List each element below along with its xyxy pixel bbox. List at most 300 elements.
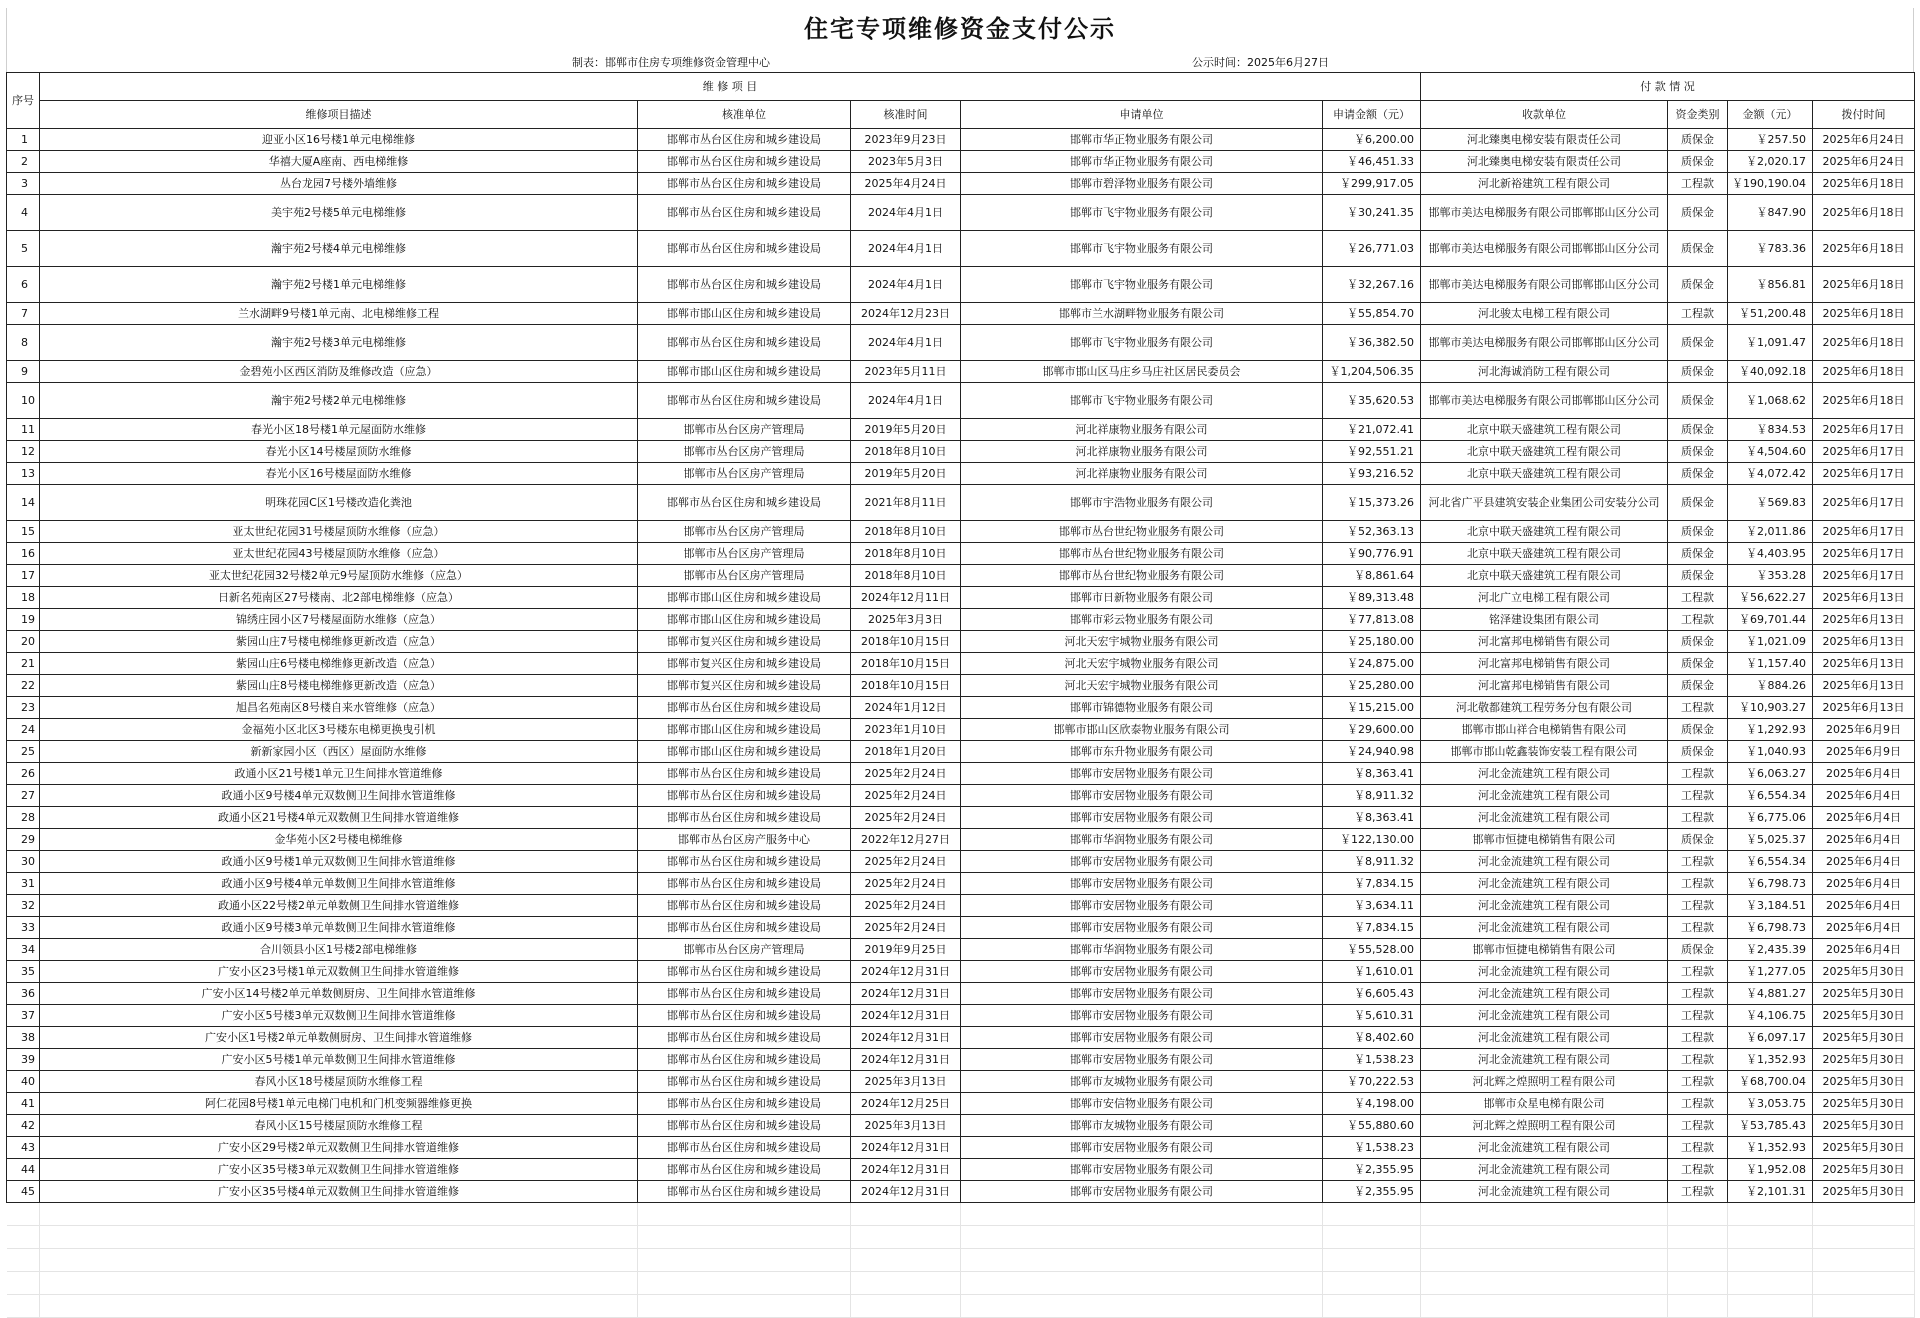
- cell-amount: ￥1,292.93: [1728, 719, 1813, 741]
- cell-seq: 33: [7, 917, 40, 939]
- cell-pay-date: 2025年6月17日: [1813, 485, 1915, 521]
- cell-payee: 邯郸市众星电梯有限公司: [1421, 1093, 1668, 1115]
- cell-applicant: 邯郸市锦德物业服务有限公司: [961, 697, 1323, 719]
- cell-description: 新新家园小区（西区）屋面防水维修: [40, 741, 638, 763]
- cell-approve-date: 2025年2月24日: [851, 895, 961, 917]
- cell-pay-date: 2025年6月17日: [1813, 419, 1915, 441]
- cell-seq: 37: [7, 1005, 40, 1027]
- cell-fund-type: 质保金: [1668, 741, 1728, 763]
- cell-seq: 5: [7, 231, 40, 267]
- cell-approver: 邯郸市丛台区房产管理局: [638, 463, 851, 485]
- cell-amount: ￥1,952.08: [1728, 1159, 1813, 1181]
- header-applicant: 申请单位: [961, 101, 1323, 129]
- empty-cell: [1323, 1226, 1421, 1249]
- cell-apply-amount: ￥46,451.33: [1323, 151, 1421, 173]
- table-row: [7, 1049, 1915, 1071]
- cell-fund-type: 质保金: [1668, 631, 1728, 653]
- cell-pay-date: 2025年6月17日: [1813, 521, 1915, 543]
- empty-cell: [961, 1226, 1323, 1249]
- cell-payee: 河北金流建筑工程有限公司: [1421, 1137, 1668, 1159]
- cell-seq: 12: [7, 441, 40, 463]
- empty-cell: [961, 1295, 1323, 1318]
- cell-seq: 44: [7, 1159, 40, 1181]
- cell-approver: 邯郸市丛台区住房和城乡建设局: [638, 873, 851, 895]
- table-row: [7, 895, 1915, 917]
- cell-description: 迎亚小区16号楼1单元电梯维修: [40, 129, 638, 151]
- cell-pay-date: 2025年6月18日: [1813, 325, 1915, 361]
- cell-seq: 17: [7, 565, 40, 587]
- cell-amount: ￥6,063.27: [1728, 763, 1813, 785]
- cell-pay-date: 2025年6月4日: [1813, 895, 1915, 917]
- cell-fund-type: 工程款: [1668, 173, 1728, 195]
- cell-pay-date: 2025年5月30日: [1813, 1071, 1915, 1093]
- cell-approver: 邯郸市丛台区住房和城乡建设局: [638, 983, 851, 1005]
- cell-description: 兰水湖畔9号楼1单元南、北电梯维修工程: [40, 303, 638, 325]
- cell-applicant: 邯郸市华润物业服务有限公司: [961, 939, 1323, 961]
- cell-apply-amount: ￥77,813.08: [1323, 609, 1421, 631]
- cell-approve-date: 2023年5月11日: [851, 361, 961, 383]
- cell-description: 政通小区9号楼4单元双数侧卫生间排水管道维修: [40, 785, 638, 807]
- cell-apply-amount: ￥25,280.00: [1323, 675, 1421, 697]
- cell-apply-amount: ￥15,215.00: [1323, 697, 1421, 719]
- cell-amount: ￥3,053.75: [1728, 1093, 1813, 1115]
- cell-seq: 43: [7, 1137, 40, 1159]
- cell-fund-type: 工程款: [1668, 1181, 1728, 1203]
- table-row: [7, 173, 1915, 195]
- cell-pay-date: 2025年5月30日: [1813, 983, 1915, 1005]
- empty-cell: [851, 1249, 961, 1272]
- cell-seq: 18: [7, 587, 40, 609]
- cell-description: 锦绣庄园小区7号楼屋面防水维修（应急）: [40, 609, 638, 631]
- cell-applicant: 邯郸市兰水湖畔物业服务有限公司: [961, 303, 1323, 325]
- cell-amount: ￥4,403.95: [1728, 543, 1813, 565]
- cell-description: 紫园山庄8号楼电梯维修更新改造（应急）: [40, 675, 638, 697]
- table-row: [7, 151, 1915, 173]
- cell-amount: ￥2,020.17: [1728, 151, 1813, 173]
- cell-pay-date: 2025年6月4日: [1813, 851, 1915, 873]
- cell-description: 旭昌名苑南区8号楼自来水管维修（应急）: [40, 697, 638, 719]
- cell-amount: ￥569.83: [1728, 485, 1813, 521]
- cell-approve-date: 2025年2月24日: [851, 873, 961, 895]
- empty-cell: [1813, 1249, 1915, 1272]
- empty-cell: [1813, 1272, 1915, 1295]
- empty-cell: [7, 1203, 40, 1226]
- empty-row: [7, 1249, 1915, 1272]
- table-row: [7, 719, 1915, 741]
- cell-seq: 11: [7, 419, 40, 441]
- empty-cell: [1728, 1295, 1813, 1318]
- table-row: [7, 675, 1915, 697]
- cell-approver: 邯郸市邯山区住房和城乡建设局: [638, 719, 851, 741]
- empty-cell: [638, 1272, 851, 1295]
- cell-amount: ￥6,097.17: [1728, 1027, 1813, 1049]
- cell-approver: 邯郸市邯山区住房和城乡建设局: [638, 609, 851, 631]
- cell-applicant: 邯郸市安居物业服务有限公司: [961, 917, 1323, 939]
- cell-apply-amount: ￥7,834.15: [1323, 873, 1421, 895]
- cell-fund-type: 质保金: [1668, 231, 1728, 267]
- cell-apply-amount: ￥35,620.53: [1323, 383, 1421, 419]
- cell-pay-date: 2025年6月9日: [1813, 741, 1915, 763]
- cell-seq: 42: [7, 1115, 40, 1137]
- cell-description: 春光小区18号楼1单元屋面防水维修: [40, 419, 638, 441]
- cell-applicant: 邯郸市友城物业服务有限公司: [961, 1071, 1323, 1093]
- cell-pay-date: 2025年6月4日: [1813, 807, 1915, 829]
- cell-pay-date: 2025年6月4日: [1813, 917, 1915, 939]
- cell-apply-amount: ￥32,267.16: [1323, 267, 1421, 303]
- cell-fund-type: 工程款: [1668, 851, 1728, 873]
- cell-description: 紫园山庄7号楼电梯维修更新改造（应急）: [40, 631, 638, 653]
- empty-cell: [1728, 1272, 1813, 1295]
- cell-approver: 邯郸市丛台区住房和城乡建设局: [638, 1093, 851, 1115]
- cell-pay-date: 2025年6月13日: [1813, 631, 1915, 653]
- cell-seq: 22: [7, 675, 40, 697]
- cell-approve-date: 2024年4月1日: [851, 195, 961, 231]
- cell-approve-date: 2018年1月20日: [851, 741, 961, 763]
- cell-fund-type: 质保金: [1668, 521, 1728, 543]
- cell-seq: 28: [7, 807, 40, 829]
- cell-description: 春光小区14号楼屋顶防水维修: [40, 441, 638, 463]
- cell-applicant: 河北天宏宇城物业服务有限公司: [961, 653, 1323, 675]
- cell-approver: 邯郸市丛台区住房和城乡建设局: [638, 325, 851, 361]
- cell-description: 春风小区18号楼屋顶防水维修工程: [40, 1071, 638, 1093]
- cell-payee: 河北金流建筑工程有限公司: [1421, 961, 1668, 983]
- cell-pay-date: 2025年6月24日: [1813, 151, 1915, 173]
- cell-payee: 河北金流建筑工程有限公司: [1421, 1027, 1668, 1049]
- cell-amount: ￥2,435.39: [1728, 939, 1813, 961]
- header-fund-type: 资金类别: [1668, 101, 1728, 129]
- cell-payee: 河北金流建筑工程有限公司: [1421, 1159, 1668, 1181]
- cell-pay-date: 2025年6月24日: [1813, 129, 1915, 151]
- empty-cell: [40, 1203, 638, 1226]
- maker-label: 制表：邯郸市住房专项维修资金管理中心: [572, 56, 770, 69]
- cell-payee: 邯郸市恒捷电梯销售有限公司: [1421, 939, 1668, 961]
- cell-pay-date: 2025年6月18日: [1813, 383, 1915, 419]
- empty-cell: [1421, 1249, 1668, 1272]
- cell-seq: 29: [7, 829, 40, 851]
- cell-amount: ￥847.90: [1728, 195, 1813, 231]
- table-row: [7, 1093, 1915, 1115]
- cell-description: 政通小区9号楼4单元单数侧卫生间排水管道维修: [40, 873, 638, 895]
- empty-row: [7, 1226, 1915, 1249]
- table-row: [7, 1137, 1915, 1159]
- table-row: [7, 587, 1915, 609]
- cell-fund-type: 工程款: [1668, 1071, 1728, 1093]
- cell-approve-date: 2025年2月24日: [851, 851, 961, 873]
- cell-seq: 7: [7, 303, 40, 325]
- cell-approve-date: 2024年4月1日: [851, 231, 961, 267]
- cell-applicant: 河北祥康物业服务有限公司: [961, 441, 1323, 463]
- cell-amount: ￥2,101.31: [1728, 1181, 1813, 1203]
- table-row: [7, 961, 1915, 983]
- cell-approver: 邯郸市丛台区住房和城乡建设局: [638, 895, 851, 917]
- cell-payee: 河北海诚消防工程有限公司: [1421, 361, 1668, 383]
- cell-seq: 38: [7, 1027, 40, 1049]
- cell-amount: ￥5,025.37: [1728, 829, 1813, 851]
- cell-seq: 3: [7, 173, 40, 195]
- cell-approve-date: 2025年3月13日: [851, 1071, 961, 1093]
- cell-approve-date: 2018年10月15日: [851, 653, 961, 675]
- cell-seq: 24: [7, 719, 40, 741]
- empty-cell: [638, 1295, 851, 1318]
- cell-fund-type: 质保金: [1668, 441, 1728, 463]
- cell-amount: ￥6,554.34: [1728, 851, 1813, 873]
- empty-cell: [7, 1295, 40, 1318]
- cell-fund-type: 工程款: [1668, 587, 1728, 609]
- cell-approver: 邯郸市邯山区住房和城乡建设局: [638, 741, 851, 763]
- cell-approve-date: 2024年12月31日: [851, 1137, 961, 1159]
- cell-fund-type: 工程款: [1668, 917, 1728, 939]
- cell-approve-date: 2024年12月25日: [851, 1093, 961, 1115]
- empty-cell: [638, 1203, 851, 1226]
- table-row: [7, 1115, 1915, 1137]
- cell-apply-amount: ￥93,216.52: [1323, 463, 1421, 485]
- cell-seq: 16: [7, 543, 40, 565]
- cell-seq: 40: [7, 1071, 40, 1093]
- cell-description: 合川领县小区1号楼2部电梯维修: [40, 939, 638, 961]
- table-row: [7, 1005, 1915, 1027]
- cell-description: 广安小区14号楼2单元单数侧厨房、卫生间排水管道维修: [40, 983, 638, 1005]
- cell-description: 金福苑小区北区3号楼东电梯更换曳引机: [40, 719, 638, 741]
- cell-apply-amount: ￥8,911.32: [1323, 785, 1421, 807]
- cell-applicant: 邯郸市丛台世纪物业服务有限公司: [961, 543, 1323, 565]
- cell-payee: 北京中联天盛建筑工程有限公司: [1421, 419, 1668, 441]
- cell-apply-amount: ￥1,538.23: [1323, 1137, 1421, 1159]
- cell-approver: 邯郸市丛台区房产管理局: [638, 939, 851, 961]
- cell-approve-date: 2022年12月27日: [851, 829, 961, 851]
- table-row: [7, 1071, 1915, 1093]
- cell-payee: 河北金流建筑工程有限公司: [1421, 785, 1668, 807]
- cell-payee: 邯郸市美达电梯服务有限公司邯郸邯山区分公司: [1421, 383, 1668, 419]
- cell-applicant: 邯郸市安居物业服务有限公司: [961, 1027, 1323, 1049]
- cell-approver: 邯郸市丛台区住房和城乡建设局: [638, 383, 851, 419]
- table-row: [7, 267, 1915, 303]
- cell-apply-amount: ￥89,313.48: [1323, 587, 1421, 609]
- cell-fund-type: 工程款: [1668, 1005, 1728, 1027]
- cell-apply-amount: ￥2,355.95: [1323, 1159, 1421, 1181]
- cell-fund-type: 工程款: [1668, 873, 1728, 895]
- cell-apply-amount: ￥55,528.00: [1323, 939, 1421, 961]
- empty-cell: [851, 1272, 961, 1295]
- cell-applicant: 邯郸市安居物业服务有限公司: [961, 851, 1323, 873]
- cell-description: 亚太世纪花园32号楼2单元9号屋顶防水维修（应急）: [40, 565, 638, 587]
- cell-amount: ￥56,622.27: [1728, 587, 1813, 609]
- cell-description: 瀚宇苑2号楼2单元电梯维修: [40, 383, 638, 419]
- cell-payee: 北京中联天盛建筑工程有限公司: [1421, 463, 1668, 485]
- cell-applicant: 邯郸市邯山区欣泰物业服务有限公司: [961, 719, 1323, 741]
- cell-applicant: 邯郸市华正物业服务有限公司: [961, 129, 1323, 151]
- header-amount: 金额（元）: [1728, 101, 1813, 129]
- cell-description: 广安小区35号楼4单元双数侧卫生间排水管道维修: [40, 1181, 638, 1203]
- cell-description: 金华苑小区2号楼电梯维修: [40, 829, 638, 851]
- cell-approve-date: 2025年2月24日: [851, 785, 961, 807]
- payment-table: [6, 72, 1915, 1318]
- cell-seq: 30: [7, 851, 40, 873]
- table-row: [7, 1159, 1915, 1181]
- cell-amount: ￥1,157.40: [1728, 653, 1813, 675]
- cell-applicant: 邯郸市日新物业服务有限公司: [961, 587, 1323, 609]
- cell-amount: ￥884.26: [1728, 675, 1813, 697]
- table-row: [7, 983, 1915, 1005]
- empty-row: [7, 1295, 1915, 1318]
- cell-amount: ￥6,798.73: [1728, 873, 1813, 895]
- cell-approver: 邯郸市复兴区住房和城乡建设局: [638, 675, 851, 697]
- cell-payee: 河北金流建筑工程有限公司: [1421, 1005, 1668, 1027]
- cell-approve-date: 2024年12月31日: [851, 983, 961, 1005]
- cell-apply-amount: ￥30,241.35: [1323, 195, 1421, 231]
- cell-approver: 邯郸市邯山区住房和城乡建设局: [638, 361, 851, 383]
- cell-amount: ￥1,021.09: [1728, 631, 1813, 653]
- cell-applicant: 河北祥康物业服务有限公司: [961, 419, 1323, 441]
- cell-applicant: 邯郸市安居物业服务有限公司: [961, 873, 1323, 895]
- cell-amount: ￥190,190.04: [1728, 173, 1813, 195]
- cell-approve-date: 2025年2月24日: [851, 763, 961, 785]
- cell-payee: 河北省广平县建筑安装企业集团公司安装分公司: [1421, 485, 1668, 521]
- cell-pay-date: 2025年5月30日: [1813, 1181, 1915, 1203]
- cell-pay-date: 2025年6月18日: [1813, 267, 1915, 303]
- cell-payee: 河北金流建筑工程有限公司: [1421, 873, 1668, 895]
- cell-apply-amount: ￥24,875.00: [1323, 653, 1421, 675]
- empty-cell: [851, 1295, 961, 1318]
- cell-apply-amount: ￥92,551.21: [1323, 441, 1421, 463]
- cell-fund-type: 工程款: [1668, 303, 1728, 325]
- empty-cell: [1668, 1203, 1728, 1226]
- cell-applicant: 邯郸市安居物业服务有限公司: [961, 895, 1323, 917]
- cell-apply-amount: ￥1,538.23: [1323, 1049, 1421, 1071]
- empty-cell: [1323, 1272, 1421, 1295]
- cell-apply-amount: ￥122,130.00: [1323, 829, 1421, 851]
- cell-pay-date: 2025年6月17日: [1813, 543, 1915, 565]
- cell-pay-date: 2025年6月4日: [1813, 939, 1915, 961]
- cell-fund-type: 工程款: [1668, 807, 1728, 829]
- empty-cell: [1323, 1249, 1421, 1272]
- cell-payee: 邯郸市恒捷电梯销售有限公司: [1421, 829, 1668, 851]
- cell-amount: ￥783.36: [1728, 231, 1813, 267]
- cell-pay-date: 2025年6月17日: [1813, 565, 1915, 587]
- cell-approver: 邯郸市丛台区住房和城乡建设局: [638, 807, 851, 829]
- cell-approver: 邯郸市丛台区房产管理局: [638, 419, 851, 441]
- cell-apply-amount: ￥21,072.41: [1323, 419, 1421, 441]
- cell-approve-date: 2024年12月31日: [851, 961, 961, 983]
- cell-fund-type: 质保金: [1668, 565, 1728, 587]
- cell-pay-date: 2025年6月4日: [1813, 829, 1915, 851]
- cell-fund-type: 工程款: [1668, 895, 1728, 917]
- cell-description: 春光小区16号楼屋面防水维修: [40, 463, 638, 485]
- cell-payee: 河北骏太电梯工程有限公司: [1421, 303, 1668, 325]
- cell-fund-type: 工程款: [1668, 1093, 1728, 1115]
- cell-apply-amount: ￥8,911.32: [1323, 851, 1421, 873]
- cell-applicant: 邯郸市安居物业服务有限公司: [961, 961, 1323, 983]
- cell-approve-date: 2025年4月24日: [851, 173, 961, 195]
- cell-approve-date: 2024年4月1日: [851, 383, 961, 419]
- cell-seq: 25: [7, 741, 40, 763]
- cell-payee: 河北敬都建筑工程劳务分包有限公司: [1421, 697, 1668, 719]
- cell-amount: ￥4,072.42: [1728, 463, 1813, 485]
- cell-fund-type: 质保金: [1668, 419, 1728, 441]
- empty-cell: [1668, 1226, 1728, 1249]
- table-row: [7, 873, 1915, 895]
- cell-approve-date: 2018年8月10日: [851, 521, 961, 543]
- cell-seq: 35: [7, 961, 40, 983]
- cell-pay-date: 2025年6月9日: [1813, 719, 1915, 741]
- header-payee: 收款单位: [1421, 101, 1668, 129]
- header-pay-date: 拨付时间: [1813, 101, 1915, 129]
- cell-approve-date: 2018年10月15日: [851, 631, 961, 653]
- cell-description: 政通小区22号楼2单元单数侧卫生间排水管道维修: [40, 895, 638, 917]
- page-title: 住宅专项维修资金支付公示: [6, 8, 1914, 50]
- empty-cell: [1813, 1226, 1915, 1249]
- cell-pay-date: 2025年5月30日: [1813, 1159, 1915, 1181]
- cell-approve-date: 2024年12月31日: [851, 1049, 961, 1071]
- cell-applicant: 邯郸市安信物业服务有限公司: [961, 1093, 1323, 1115]
- cell-applicant: 邯郸市碧泽物业服务有限公司: [961, 173, 1323, 195]
- cell-approver: 邯郸市丛台区住房和城乡建设局: [638, 1005, 851, 1027]
- cell-description: 政通小区9号楼1单元双数侧卫生间排水管道维修: [40, 851, 638, 873]
- cell-amount: ￥53,785.43: [1728, 1115, 1813, 1137]
- cell-applicant: 邯郸市飞宇物业服务有限公司: [961, 383, 1323, 419]
- cell-approver: 邯郸市丛台区住房和城乡建设局: [638, 697, 851, 719]
- cell-description: 亚太世纪花园31号楼屋顶防水维修（应急）: [40, 521, 638, 543]
- cell-apply-amount: ￥4,198.00: [1323, 1093, 1421, 1115]
- cell-payee: 河北臻奥电梯安装有限责任公司: [1421, 129, 1668, 151]
- cell-description: 瀚宇苑2号楼3单元电梯维修: [40, 325, 638, 361]
- cell-approve-date: 2019年9月25日: [851, 939, 961, 961]
- table-row: [7, 521, 1915, 543]
- cell-description: 广安小区35号楼3单元双数侧卫生间排水管道维修: [40, 1159, 638, 1181]
- cell-payee: 河北金流建筑工程有限公司: [1421, 983, 1668, 1005]
- cell-approver: 邯郸市丛台区住房和城乡建设局: [638, 1115, 851, 1137]
- cell-seq: 9: [7, 361, 40, 383]
- cell-payee: 邯郸市邯山乾鑫装饰安装工程有限公司: [1421, 741, 1668, 763]
- cell-approve-date: 2018年10月15日: [851, 675, 961, 697]
- empty-cell: [1323, 1295, 1421, 1318]
- cell-payee: 邯郸市美达电梯服务有限公司邯郸邯山区分公司: [1421, 325, 1668, 361]
- empty-cell: [7, 1249, 40, 1272]
- cell-seq: 13: [7, 463, 40, 485]
- cell-amount: ￥1,091.47: [1728, 325, 1813, 361]
- header-seq: 序号: [7, 73, 40, 129]
- cell-fund-type: 工程款: [1668, 1137, 1728, 1159]
- cell-approve-date: 2025年3月3日: [851, 609, 961, 631]
- cell-applicant: 邯郸市安居物业服务有限公司: [961, 1049, 1323, 1071]
- cell-fund-type: 质保金: [1668, 829, 1728, 851]
- cell-apply-amount: ￥52,363.13: [1323, 521, 1421, 543]
- cell-payee: 邯郸市美达电梯服务有限公司邯郸邯山区分公司: [1421, 267, 1668, 303]
- cell-applicant: 邯郸市安居物业服务有限公司: [961, 1159, 1323, 1181]
- cell-description: 春风小区15号楼屋顶防水维修工程: [40, 1115, 638, 1137]
- cell-apply-amount: ￥25,180.00: [1323, 631, 1421, 653]
- table-row: [7, 763, 1915, 785]
- cell-amount: ￥1,068.62: [1728, 383, 1813, 419]
- cell-pay-date: 2025年6月18日: [1813, 303, 1915, 325]
- empty-cell: [1421, 1226, 1668, 1249]
- cell-approver: 邯郸市丛台区住房和城乡建设局: [638, 485, 851, 521]
- table-row: [7, 129, 1915, 151]
- cell-payee: 铭泽建设集团有限公司: [1421, 609, 1668, 631]
- cell-amount: ￥1,352.93: [1728, 1049, 1813, 1071]
- cell-pay-date: 2025年6月4日: [1813, 873, 1915, 895]
- cell-approver: 邯郸市丛台区住房和城乡建设局: [638, 763, 851, 785]
- cell-seq: 21: [7, 653, 40, 675]
- cell-apply-amount: ￥6,200.00: [1323, 129, 1421, 151]
- cell-payee: 邯郸市邯山祥合电梯销售有限公司: [1421, 719, 1668, 741]
- cell-approver: 邯郸市丛台区住房和城乡建设局: [638, 1027, 851, 1049]
- cell-approve-date: 2024年12月23日: [851, 303, 961, 325]
- cell-description: 广安小区5号楼3单元双数侧卫生间排水管道维修: [40, 1005, 638, 1027]
- empty-cell: [1668, 1295, 1728, 1318]
- cell-fund-type: 质保金: [1668, 719, 1728, 741]
- empty-cell: [1421, 1272, 1668, 1295]
- cell-fund-type: 质保金: [1668, 361, 1728, 383]
